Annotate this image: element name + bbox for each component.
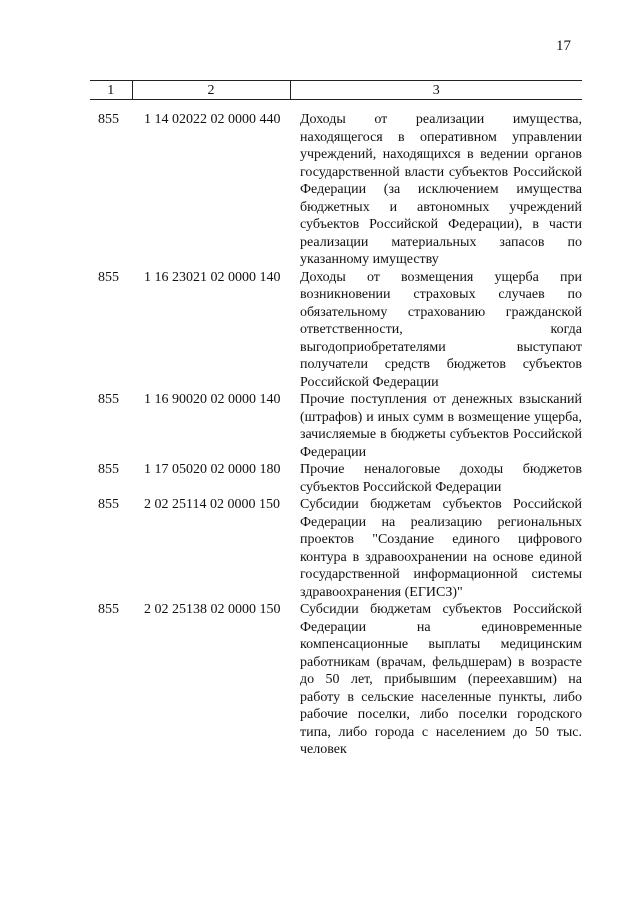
admin-code-cell: 855 xyxy=(98,602,119,617)
table-row xyxy=(90,601,582,759)
table-row xyxy=(90,391,582,461)
kbk-cell: 1 17 05020 02 0000 180 xyxy=(144,462,281,477)
revenue-codes-table xyxy=(90,80,582,759)
description-cell: Субсидии бюджетам субъектов Российской Федерации на реализацию региональных проектов "Создание единого цифрового контура в здравоохранении на основе единой государственной информационной системы здравоохранения (ЕГИСЗ)" xyxy=(300,497,582,600)
admin-code-cell: 855 xyxy=(98,497,119,512)
kbk-cell: 1 14 02022 02 0000 440 xyxy=(144,112,281,127)
description-cell: Доходы от возмещения ущерба при возникновении страховых случаев по обязательному страхованию гражданской ответственности, когда выгодоприобретателями выступают получатели средств бюджетов субъектов Российской Федерации xyxy=(300,269,582,390)
table-body xyxy=(90,100,582,759)
header-col-2: 2 xyxy=(132,81,290,100)
description-cell: Прочие поступления от денежных взысканий (штрафов) и иных сумм в возмещение ущерба, зачисляемые в бюджеты субъектов Российской Федерации xyxy=(300,392,582,460)
kbk-cell: 2 02 25138 02 0000 150 xyxy=(144,602,281,617)
table-row xyxy=(90,496,582,601)
admin-code-cell: 855 xyxy=(98,392,119,407)
kbk-cell: 2 02 25114 02 0000 150 xyxy=(144,497,280,512)
admin-code-cell: 855 xyxy=(98,462,119,477)
header-row xyxy=(90,81,582,100)
header-col-1: 1 xyxy=(90,81,132,100)
description-cell: Субсидии бюджетам субъектов Российской Федерации на единовременные компенсационные выплаты медицинским работникам (врачам, фельдшерам) в возрасте до 50 лет, прибывшим (переехавшим) на работу в сельские населенные пункты, либо рабочие поселки, либо поселки городского типа, либо города с населением до 50 тыс. человек xyxy=(300,602,582,757)
table-header xyxy=(90,81,582,100)
page-number: 17 xyxy=(556,38,571,54)
table-row xyxy=(90,461,582,496)
admin-code-cell: 855 xyxy=(98,269,119,285)
revenue-codes-table-container xyxy=(90,80,582,759)
description-cell: Прочие неналоговые доходы бюджетов субъектов Российской Федерации xyxy=(300,462,582,495)
kbk-cell: 1 16 23021 02 0000 140 xyxy=(144,269,281,285)
table-row xyxy=(90,269,582,392)
table-row xyxy=(90,100,582,269)
header-col-3: 3 xyxy=(290,81,582,100)
admin-code-cell: 855 xyxy=(98,112,119,127)
kbk-cell: 1 16 90020 02 0000 140 xyxy=(144,392,281,407)
description-cell: Доходы от реализации имущества, находящегося в оперативном управлении учреждений, находящихся в ведении органов государственной власти субъектов Российской Федерации (за исключением имущества бюджетных и автономных учреждений субъектов Российской Федерации), в части реализации материальных запасов по указанному имуществу xyxy=(300,112,582,267)
